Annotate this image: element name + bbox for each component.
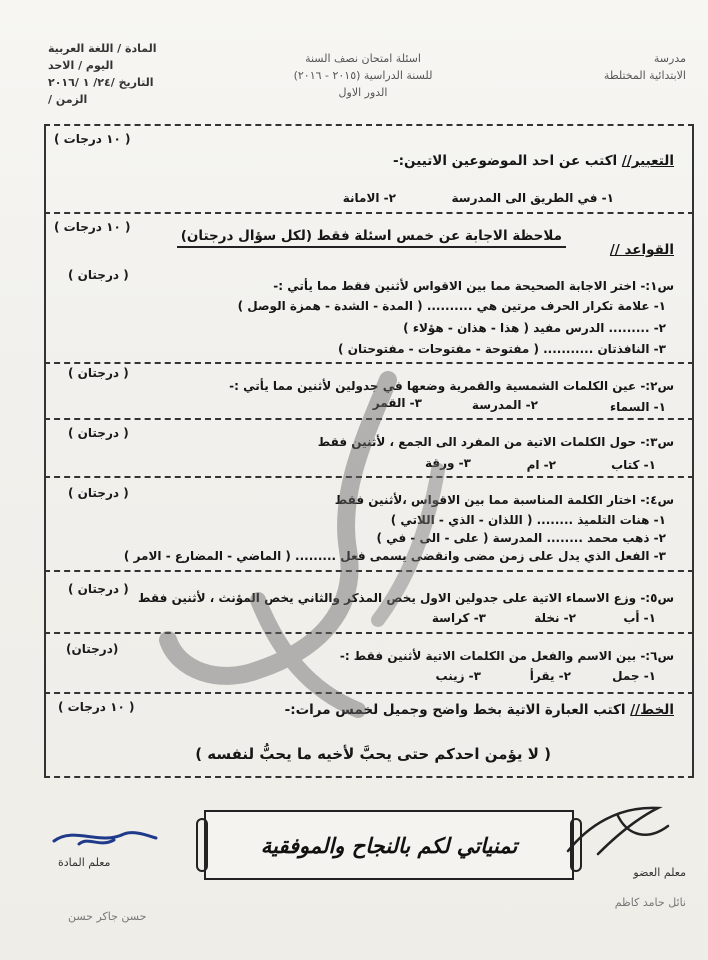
q1-item-1: ١- علامة تكرار الحرف مرتين هي .......... ( المدة - الشدة - همزة الوصل ) (237, 299, 666, 313)
grammar-note: ملاحظة الاجابة عن خمس اسئلة فقط (لكل سؤال درجتان) (177, 228, 566, 244)
q5-grade: ( درجتان ) (68, 582, 129, 596)
q2-grade: ( درجتان ) (68, 366, 129, 380)
q1-text: س١:- اختر الاجابة الصحيحة مما بين الاقواس لأثنين فقط مما يأتي :- (273, 279, 674, 293)
grammar-grade: ( ١٠ درجات ) (54, 220, 131, 234)
grammar-title: القواعد // (609, 242, 674, 258)
handwriting-prompt: اكتب العبارة الاتية بخط واضح وجميل لخمس مرات:- (284, 702, 626, 718)
exam-header (268, 50, 458, 101)
divider (44, 212, 694, 214)
teacher-right-name: نائل حامد كاظم (614, 896, 686, 909)
handwriting-header (285, 702, 674, 718)
divider (44, 632, 694, 634)
signature-right-icon (558, 796, 678, 866)
q1-item-3: ٣- النافذتان ........... ( مفتوحة - مفتوحات - مفتوحتان ) (338, 342, 666, 356)
exam-year: للسنة الدراسية (٢٠١٥ - ٢٠١٦) (293, 69, 433, 82)
q2-item-3: ٣- القمر (372, 396, 422, 410)
signature-left-icon (44, 816, 164, 856)
q3-text: س٣:- حول الكلمات الاتية من المفرد الى الجمع ، لأثنين فقط (317, 435, 674, 449)
exam-title: اسئلة امتحان نصف السنة (305, 52, 421, 65)
q6-text: س٦:- بين الاسم والفعل من الكلمات الاتية لأثنين فقط :- (339, 649, 674, 663)
teacher-left-name: حسن جاكر حسن (68, 910, 147, 923)
expression-header (393, 153, 674, 169)
topic-2: ٢- الامانة (342, 191, 396, 205)
q6-grade: (درجتان) (66, 642, 119, 656)
q2-item-2: ٢- المدرسة (471, 398, 538, 412)
q4-item-1: ١- هنات التلميذ ........ ( اللذان - الذي - اللاتي ) (390, 513, 666, 527)
q4-grade: ( درجتان ) (68, 486, 129, 500)
q4-item-2: ٢- ذهب محمد ........ المدرسة ( على - الى - في ) (376, 531, 666, 545)
q5-item-3: ٣- كراسة (431, 611, 486, 625)
q1-grade: ( درجتان ) (68, 268, 129, 282)
q6-item-1: ١- جمل (612, 669, 656, 683)
divider (44, 476, 694, 478)
handwriting-title: الخط// (630, 702, 674, 718)
handwriting-phrase: ( لا يؤمن احدكم حتى يحبَّ لأخيه ما يحبُّ لنفسه ) (195, 745, 551, 763)
divider (44, 776, 694, 778)
divider (44, 692, 694, 694)
meta-header (48, 40, 208, 108)
q3-grade: ( درجتان ) (68, 426, 129, 440)
school-name: الابتدائية المختلطة (603, 69, 686, 82)
divider (44, 418, 694, 420)
q5-item-2: ٢- نخلة (534, 611, 576, 625)
time: الزمن / (48, 93, 88, 106)
q2-item-1: ١- السماء (609, 400, 666, 414)
questions-frame (44, 124, 694, 776)
exam-round: الدور الاول (338, 86, 388, 99)
teacher-right-label: معلم العضو (633, 866, 686, 879)
q4-item-3: ٣- الفعل الذي يدل على زمن مضى وانقضى يسمى فعل ......... ( الماضي - المضارع - الامر ) (123, 549, 666, 563)
q2-text: س٢:- عين الكلمات الشمسية والقمرية وضعها في جدولين لأثنين مما يأتي :- (229, 379, 674, 393)
q3-item-1: ١- كتاب (611, 458, 656, 472)
handwriting-grade: ( ١٠ درجات ) (58, 700, 135, 714)
q5-text: س٥:- وزع الاسماء الاتية على جدولين الاول يخص المذكر والثاني يخص المؤنث ، لأثنين فقط (138, 591, 674, 605)
expression-prompt: اكتب عن احد الموضوعين الاتيين:- (393, 153, 618, 169)
divider (44, 570, 694, 572)
q3-item-2: ٢- ام (526, 458, 556, 472)
expression-title: التعبير// (621, 153, 674, 169)
q1-item-2: ٢- ......... الدرس مفيد ( هذا - هذان - هؤلاء ) (403, 321, 666, 335)
expression-grade: ( ١٠ درجات ) (54, 132, 131, 146)
date: التاريخ /٢٤/ ١ /٢٠١٦ (48, 76, 154, 89)
topic-1: ١- في الطريق الى المدرسة (451, 191, 614, 205)
q5-item-1: ١- أب (623, 611, 656, 625)
school-header (556, 50, 686, 84)
q6-item-3: ٣- زينب (435, 669, 481, 683)
slogan-box: تمنياتي لكم بالنجاح والموفقية (204, 810, 574, 880)
divider (44, 124, 694, 126)
q3-item-3: ٣- ورقة (425, 456, 471, 470)
q6-item-2: ٢- يقرأ (529, 669, 571, 683)
q4-text: س٤:- اختار الكلمة المناسبة مما بين الاقواس ،لأثنين فقط (334, 493, 674, 507)
divider (44, 362, 694, 364)
day: اليوم / الاحد (48, 59, 114, 72)
subject: المادة / اللغة العربية (48, 42, 157, 55)
paper (18, 10, 696, 950)
school-label: مدرسة (653, 52, 686, 65)
teacher-left-label: معلم المادة (58, 856, 111, 869)
